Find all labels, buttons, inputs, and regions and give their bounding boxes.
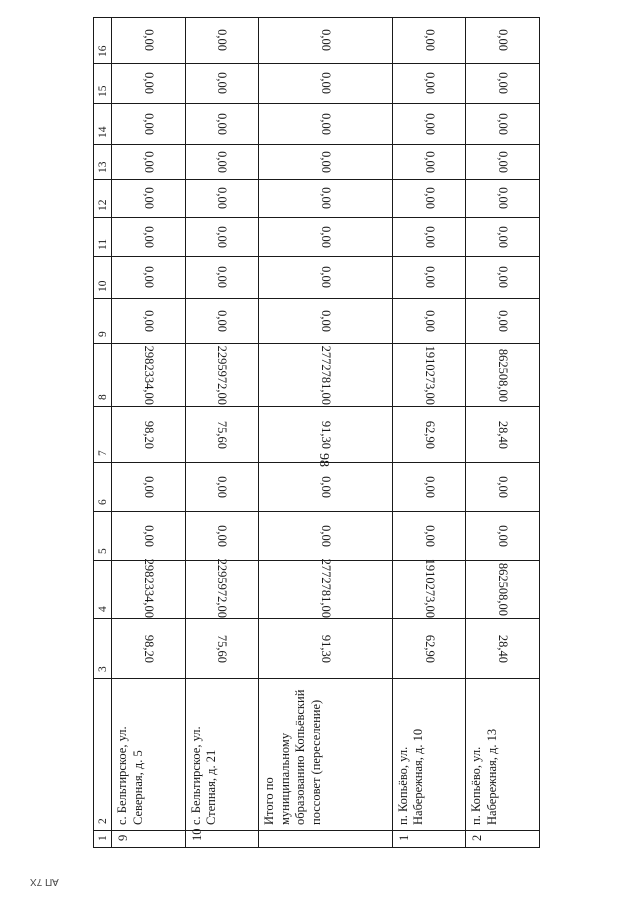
cell-value: 0,00 — [141, 226, 156, 248]
value-cell — [392, 299, 466, 344]
address-cell: с. Бельтирское, ул. Степная, д. 21 — [185, 679, 259, 831]
cell-value: 0,00 — [496, 226, 511, 248]
row-index — [259, 831, 393, 848]
value-cell — [392, 64, 466, 104]
value-cell — [185, 18, 259, 64]
address-cell: п. Копьёво, ул. Набережная, д. 10 — [392, 679, 466, 831]
address-cell: п. Копьёво, ул. Набережная, д. 13 — [466, 679, 540, 831]
value-cell — [185, 104, 259, 145]
cell-value: 0,00 — [496, 187, 511, 210]
value-cell — [259, 257, 393, 299]
column-number: 7 — [94, 407, 112, 463]
column-number-row — [94, 18, 112, 848]
cell-value: 2982334,00 — [141, 558, 156, 618]
row-index: 9 — [112, 831, 186, 848]
cell-value: 0,00 — [215, 29, 230, 52]
value-cell — [466, 104, 540, 145]
value-cell — [259, 407, 393, 463]
value-cell — [392, 512, 466, 561]
table-row — [392, 18, 466, 848]
value-cell — [392, 218, 466, 257]
column-number: 12 — [94, 180, 112, 218]
value-cell — [112, 257, 186, 299]
column-number: 4 — [94, 561, 112, 619]
value-cell — [112, 180, 186, 218]
cell-value: 0,00 — [496, 476, 511, 498]
cell-value: 0,00 — [141, 266, 156, 289]
value-cell — [185, 299, 259, 344]
cell-value: 0,00 — [318, 310, 333, 332]
value-cell — [112, 64, 186, 104]
value-cell — [466, 218, 540, 257]
cell-value: 0,00 — [318, 151, 333, 173]
cell-value: 0,00 — [318, 266, 333, 289]
cell-value: 0,00 — [215, 113, 230, 135]
cell-value: 0,00 — [318, 113, 333, 135]
cell-value: 0,00 — [422, 476, 437, 498]
value-cell — [466, 257, 540, 299]
cell-value: 0,00 — [141, 525, 156, 547]
column-number: 16 — [94, 18, 112, 64]
value-cell — [185, 558, 259, 619]
value-cell — [112, 145, 186, 180]
cell-value: 0,00 — [141, 113, 156, 135]
column-number: 6 — [94, 463, 112, 512]
value-cell — [392, 180, 466, 218]
value-cell — [112, 407, 186, 463]
value-cell — [466, 64, 540, 104]
value-cell — [112, 218, 186, 257]
cell-value: 0,00 — [318, 476, 333, 498]
cell-value: 98,20 — [141, 634, 156, 663]
cell-value: 98,20 — [141, 420, 156, 449]
cell-value: 0,00 — [318, 72, 333, 95]
value-cell — [259, 558, 393, 619]
cell-value: 0,00 — [215, 151, 230, 173]
value-cell — [466, 619, 540, 679]
cell-value: 2295972,00 — [215, 345, 230, 405]
table-row — [112, 18, 186, 848]
value-cell — [259, 104, 393, 145]
value-cell — [466, 344, 540, 407]
cell-value: 0,00 — [422, 310, 437, 332]
value-cell — [392, 619, 466, 679]
cell-value: 0,00 — [496, 310, 511, 332]
cell-value: 0,00 — [496, 113, 511, 135]
value-cell — [392, 407, 466, 463]
value-cell — [112, 344, 186, 407]
page-number: 98 — [316, 453, 331, 467]
cell-value: 2295972,00 — [215, 558, 230, 618]
value-cell — [466, 463, 540, 512]
cell-value: 75,60 — [215, 634, 230, 663]
cell-value: 0,00 — [422, 525, 437, 547]
address-cell: с. Бельтирское, ул. Северная, д. 5 — [112, 679, 186, 831]
column-number: 13 — [94, 145, 112, 180]
value-cell — [185, 257, 259, 299]
cell-value: 0,00 — [141, 476, 156, 498]
value-cell — [259, 218, 393, 257]
cell-value: 0,00 — [141, 310, 156, 332]
data-table — [93, 17, 540, 848]
table-row — [466, 18, 540, 848]
cell-value: 0,00 — [215, 187, 230, 210]
cell-value: 0,00 — [318, 29, 333, 52]
column-number: 1 — [94, 831, 112, 848]
cell-value: 0,00 — [422, 151, 437, 173]
cell-value: 0,00 — [215, 525, 230, 547]
cell-value: 62,90 — [422, 420, 437, 449]
cell-value: 0,00 — [496, 72, 511, 95]
cell-value: 2982334,00 — [141, 345, 156, 405]
cell-value: 0,00 — [422, 187, 437, 210]
table-body — [112, 18, 540, 848]
row-index: 1 — [392, 831, 466, 848]
table-row — [185, 18, 259, 848]
cell-value: 0,00 — [215, 476, 230, 498]
value-cell — [259, 145, 393, 180]
cell-value: 1910273,00 — [422, 345, 437, 405]
cell-value: 0,00 — [141, 72, 156, 95]
value-cell — [259, 180, 393, 218]
table-row — [259, 18, 393, 848]
value-cell — [466, 512, 540, 561]
value-cell — [392, 558, 466, 619]
column-number: 2 — [94, 679, 112, 831]
cell-value: 0,00 — [422, 266, 437, 289]
cell-value: 0,00 — [422, 29, 437, 52]
value-cell — [259, 18, 393, 64]
value-cell — [185, 218, 259, 257]
value-cell — [185, 407, 259, 463]
value-cell — [392, 463, 466, 512]
cell-value: 28,40 — [496, 420, 511, 449]
column-number: 14 — [94, 104, 112, 145]
value-cell — [259, 64, 393, 104]
value-cell — [112, 463, 186, 512]
column-number: 8 — [94, 344, 112, 407]
cell-value: 0,00 — [496, 525, 511, 547]
value-cell — [185, 64, 259, 104]
address-cell: Итого по муниципальному образованию Копьёвский поссовет (переселение) — [259, 679, 393, 831]
cell-value: 0,00 — [318, 226, 333, 248]
value-cell — [259, 512, 393, 561]
value-cell — [466, 561, 540, 619]
cell-value: 0,00 — [141, 29, 156, 52]
cell-value: 2772781,00 — [318, 345, 333, 405]
value-cell — [392, 145, 466, 180]
value-cell — [112, 18, 186, 64]
cell-value: 0,00 — [215, 226, 230, 248]
cell-value: 0,00 — [422, 113, 437, 135]
cell-value: 0,00 — [318, 187, 333, 210]
column-number: 5 — [94, 512, 112, 561]
value-cell — [185, 463, 259, 512]
cell-value: 62,90 — [422, 634, 437, 663]
cell-value: 0,00 — [318, 525, 333, 547]
cell-value: 1910273,00 — [422, 558, 437, 618]
value-cell — [185, 344, 259, 407]
cell-value: 75,60 — [215, 420, 230, 449]
column-number: 10 — [94, 257, 112, 299]
footer-mark: АП 7Х — [30, 876, 59, 887]
cell-value: 28,40 — [496, 634, 511, 663]
cell-value: 0,00 — [215, 72, 230, 95]
cell-value: 0,00 — [496, 29, 511, 52]
value-cell — [392, 344, 466, 407]
value-cell — [392, 257, 466, 299]
column-number: 9 — [94, 299, 112, 344]
value-cell — [392, 104, 466, 145]
value-cell — [466, 407, 540, 463]
value-cell — [466, 180, 540, 218]
cell-value: 0,00 — [496, 266, 511, 289]
value-cell — [112, 619, 186, 679]
cell-value: 91,30 — [318, 634, 333, 663]
value-cell — [185, 619, 259, 679]
value-cell — [466, 299, 540, 344]
value-cell — [259, 619, 393, 679]
value-cell — [259, 299, 393, 344]
cell-value: 862508,00 — [496, 348, 511, 402]
value-cell — [259, 344, 393, 407]
value-cell — [112, 558, 186, 619]
cell-value: 0,00 — [422, 72, 437, 95]
value-cell — [185, 145, 259, 180]
value-cell — [259, 463, 393, 512]
cell-value: 2772781,00 — [318, 558, 333, 618]
cell-value: 91,30 — [318, 420, 333, 449]
row-index: 10 — [185, 831, 259, 848]
value-cell — [112, 512, 186, 561]
value-cell — [185, 512, 259, 561]
column-number: 15 — [94, 64, 112, 104]
value-cell — [112, 299, 186, 344]
row-index: 2 — [466, 831, 540, 848]
value-cell — [466, 145, 540, 180]
value-cell — [185, 180, 259, 218]
cell-value: 0,00 — [215, 310, 230, 332]
cell-value: 0,00 — [496, 151, 511, 173]
value-cell — [112, 104, 186, 145]
cell-value: 0,00 — [141, 151, 156, 173]
column-number: 11 — [94, 218, 112, 257]
cell-value: 0,00 — [215, 266, 230, 289]
cell-value: 0,00 — [141, 187, 156, 210]
column-number: 3 — [94, 619, 112, 679]
value-cell — [392, 18, 466, 64]
cell-value: 0,00 — [422, 226, 437, 248]
data-table-container — [93, 29, 540, 848]
cell-value: 862508,00 — [496, 562, 511, 617]
value-cell — [466, 18, 540, 64]
